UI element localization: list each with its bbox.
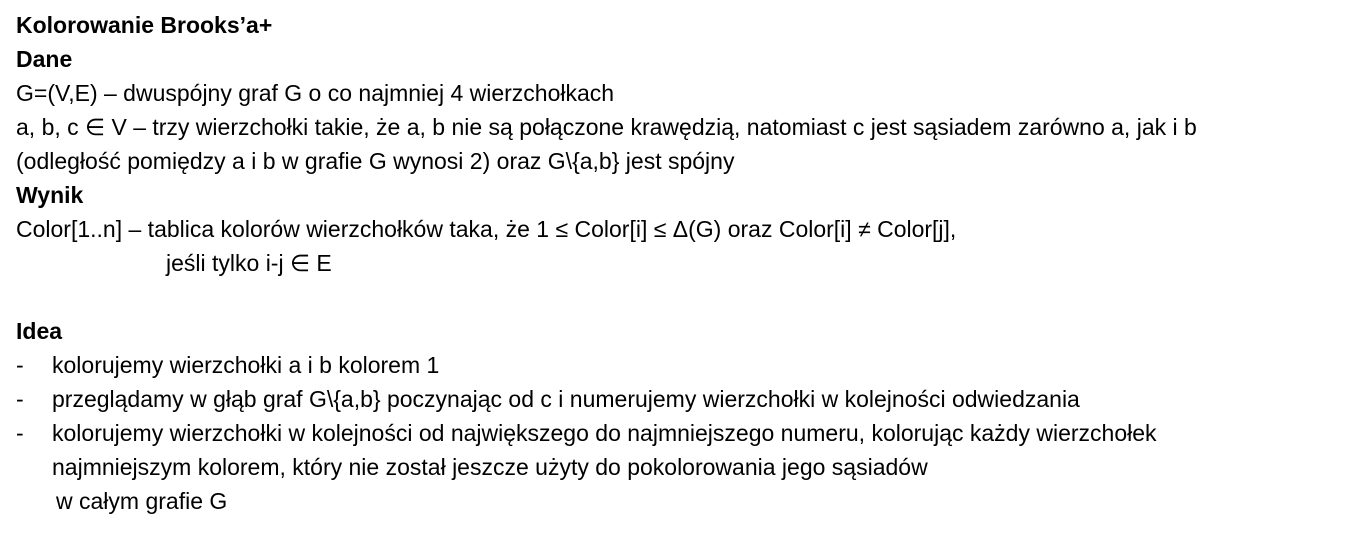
idea-list-item — [16, 416, 1346, 450]
dane-line-1: G=(V,E) – dwuspójny graf G o co najmniej 4 wierzchołkach — [16, 80, 615, 106]
idea-item-continuation: najmniejszym kolorem, który nie został jeszcze użyty do pokolorowania jego sąsiadów — [52, 454, 928, 480]
idea-item-text: kolorujemy wierzchołki a i b kolorem 1 — [52, 352, 440, 378]
idea-item-text: przeglądamy w głąb graf G\{a,b} poczynając od c i numerujemy wierzchołki w kolejności odwiedzania — [52, 386, 1080, 412]
dane-line-2: a, b, c ∈ V – trzy wierzchołki takie, że a, b nie są połączone krawędzią, natomiast c jest sąsiadem zarówno a, jak i b — [16, 114, 1197, 140]
page-title: Kolorowanie Brooks’a+ — [16, 12, 273, 38]
wynik-line-1: Color[1..n] – tablica kolorów wierzchołków taka, że 1 ≤ Color[i] ≤ Δ(G) oraz Color[i] ≠ Color[j], — [16, 216, 957, 242]
bullet-dash: - — [16, 420, 24, 446]
bullet-dash: - — [16, 386, 24, 412]
wynik-line-2: jeśli tylko i-j ∈ E — [166, 250, 332, 276]
bullet-dash: - — [16, 352, 24, 378]
dane-line-3: (odległość pomiędzy a i b w grafie G wynosi 2) oraz G\{a,b} jest spójny — [16, 148, 735, 174]
spacer — [16, 280, 1346, 314]
idea-list-item — [16, 382, 1346, 416]
idea-item-continuation: w całym grafie G — [56, 488, 228, 514]
slide-content — [16, 8, 1346, 518]
section-heading-idea: Idea — [16, 318, 63, 344]
section-heading-wynik: Wynik — [16, 182, 84, 208]
idea-list-item — [16, 348, 1346, 382]
section-heading-dane: Dane — [16, 46, 73, 72]
idea-item-text: kolorujemy wierzchołki w kolejności od największego do najmniejszego numeru, kolorując każdy wierzchołek — [52, 420, 1157, 446]
